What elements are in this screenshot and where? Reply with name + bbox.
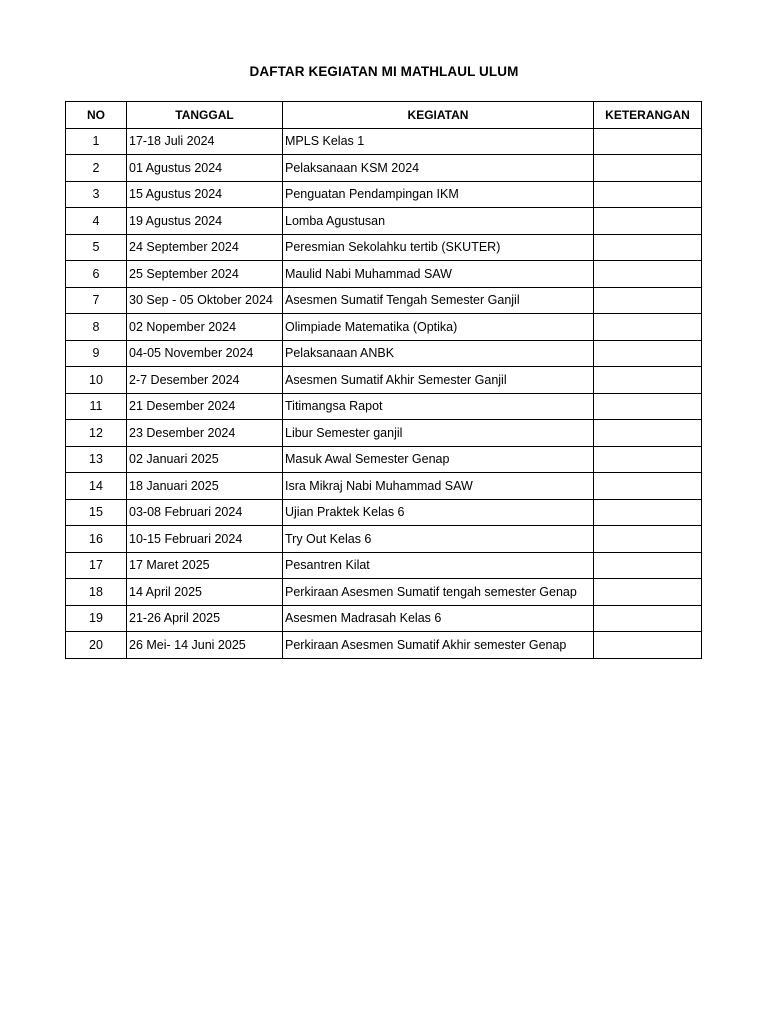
cell-note (594, 473, 702, 500)
cell-activity: MPLS Kelas 1 (283, 128, 594, 155)
cell-note (594, 314, 702, 341)
cell-no: 13 (66, 446, 127, 473)
cell-date: 15 Agustus 2024 (127, 181, 283, 208)
table-row (66, 261, 702, 288)
cell-no: 19 (66, 605, 127, 632)
cell-no: 16 (66, 526, 127, 553)
cell-activity: Asesmen Madrasah Kelas 6 (283, 605, 594, 632)
cell-no: 9 (66, 340, 127, 367)
cell-note (594, 552, 702, 579)
cell-date: 21-26 April 2025 (127, 605, 283, 632)
cell-activity: Lomba Agustusan (283, 208, 594, 235)
cell-note (594, 446, 702, 473)
table-header-row (66, 102, 702, 129)
cell-activity: Olimpiade Matematika (Optika) (283, 314, 594, 341)
cell-no: 3 (66, 181, 127, 208)
cell-note (594, 128, 702, 155)
cell-note (594, 181, 702, 208)
table-row (66, 526, 702, 553)
cell-date: 26 Mei- 14 Juni 2025 (127, 632, 283, 659)
cell-note (594, 579, 702, 606)
cell-date: 21 Desember 2024 (127, 393, 283, 420)
cell-date: 14 April 2025 (127, 579, 283, 606)
document-title: DAFTAR KEGIATAN MI MATHLAUL ULUM (249, 64, 519, 79)
table-body (66, 128, 702, 658)
cell-date: 02 Januari 2025 (127, 446, 283, 473)
cell-note (594, 420, 702, 447)
header-activity: KEGIATAN (283, 102, 594, 129)
cell-date: 25 September 2024 (127, 261, 283, 288)
table-row (66, 499, 702, 526)
cell-date: 03-08 Februari 2024 (127, 499, 283, 526)
cell-note (594, 261, 702, 288)
cell-activity: Penguatan Pendampingan IKM (283, 181, 594, 208)
table-row (66, 155, 702, 182)
cell-no: 15 (66, 499, 127, 526)
cell-activity: Maulid Nabi Muhammad SAW (283, 261, 594, 288)
cell-note (594, 499, 702, 526)
cell-date: 01 Agustus 2024 (127, 155, 283, 182)
table-row (66, 579, 702, 606)
cell-no: 17 (66, 552, 127, 579)
cell-note (594, 393, 702, 420)
cell-date: 30 Sep - 05 Oktober 2024 (127, 287, 283, 314)
cell-no: 6 (66, 261, 127, 288)
cell-activity: Asesmen Sumatif Tengah Semester Ganjil (283, 287, 594, 314)
cell-note (594, 526, 702, 553)
cell-activity: Asesmen Sumatif Akhir Semester Ganjil (283, 367, 594, 394)
table-row (66, 287, 702, 314)
cell-no: 14 (66, 473, 127, 500)
cell-no: 7 (66, 287, 127, 314)
cell-note (594, 340, 702, 367)
cell-activity: Isra Mikraj Nabi Muhammad SAW (283, 473, 594, 500)
cell-no: 2 (66, 155, 127, 182)
table-row (66, 632, 702, 659)
cell-activity: Peresmian Sekolahku tertib (SKUTER) (283, 234, 594, 261)
activity-table (65, 101, 702, 659)
cell-date: 04-05 November 2024 (127, 340, 283, 367)
table-row (66, 234, 702, 261)
cell-activity: Try Out Kelas 6 (283, 526, 594, 553)
cell-no: 8 (66, 314, 127, 341)
table-row (66, 367, 702, 394)
cell-note (594, 287, 702, 314)
cell-no: 11 (66, 393, 127, 420)
table-row (66, 420, 702, 447)
cell-note (594, 155, 702, 182)
table-row (66, 181, 702, 208)
cell-note (594, 234, 702, 261)
cell-date: 19 Agustus 2024 (127, 208, 283, 235)
cell-date: 18 Januari 2025 (127, 473, 283, 500)
table-row (66, 473, 702, 500)
cell-activity: Perkiraan Asesmen Sumatif tengah semester Genap (283, 579, 594, 606)
cell-date: 2-7 Desember 2024 (127, 367, 283, 394)
cell-no: 10 (66, 367, 127, 394)
table-row (66, 552, 702, 579)
cell-activity: Pelaksanaan KSM 2024 (283, 155, 594, 182)
cell-activity: Perkiraan Asesmen Sumatif Akhir semester Genap (283, 632, 594, 659)
cell-note (594, 632, 702, 659)
table-row (66, 128, 702, 155)
cell-activity: Pelaksanaan ANBK (283, 340, 594, 367)
cell-date: 24 September 2024 (127, 234, 283, 261)
cell-no: 20 (66, 632, 127, 659)
cell-date: 10-15 Februari 2024 (127, 526, 283, 553)
cell-date: 17-18 Juli 2024 (127, 128, 283, 155)
cell-activity: Ujian Praktek Kelas 6 (283, 499, 594, 526)
table-row (66, 208, 702, 235)
cell-no: 5 (66, 234, 127, 261)
table-row (66, 393, 702, 420)
cell-date: 17 Maret 2025 (127, 552, 283, 579)
cell-no: 1 (66, 128, 127, 155)
cell-note (594, 208, 702, 235)
cell-no: 12 (66, 420, 127, 447)
cell-activity: Pesantren Kilat (283, 552, 594, 579)
cell-note (594, 605, 702, 632)
table-row (66, 340, 702, 367)
header-no: NO (66, 102, 127, 129)
header-date: TANGGAL (127, 102, 283, 129)
cell-activity: Titimangsa Rapot (283, 393, 594, 420)
table-row (66, 605, 702, 632)
cell-date: 23 Desember 2024 (127, 420, 283, 447)
header-note: KETERANGAN (594, 102, 702, 129)
table-row (66, 314, 702, 341)
table-row (66, 446, 702, 473)
cell-no: 4 (66, 208, 127, 235)
cell-note (594, 367, 702, 394)
cell-date: 02 Nopember 2024 (127, 314, 283, 341)
cell-activity: Libur Semester ganjil (283, 420, 594, 447)
cell-activity: Masuk Awal Semester Genap (283, 446, 594, 473)
cell-no: 18 (66, 579, 127, 606)
